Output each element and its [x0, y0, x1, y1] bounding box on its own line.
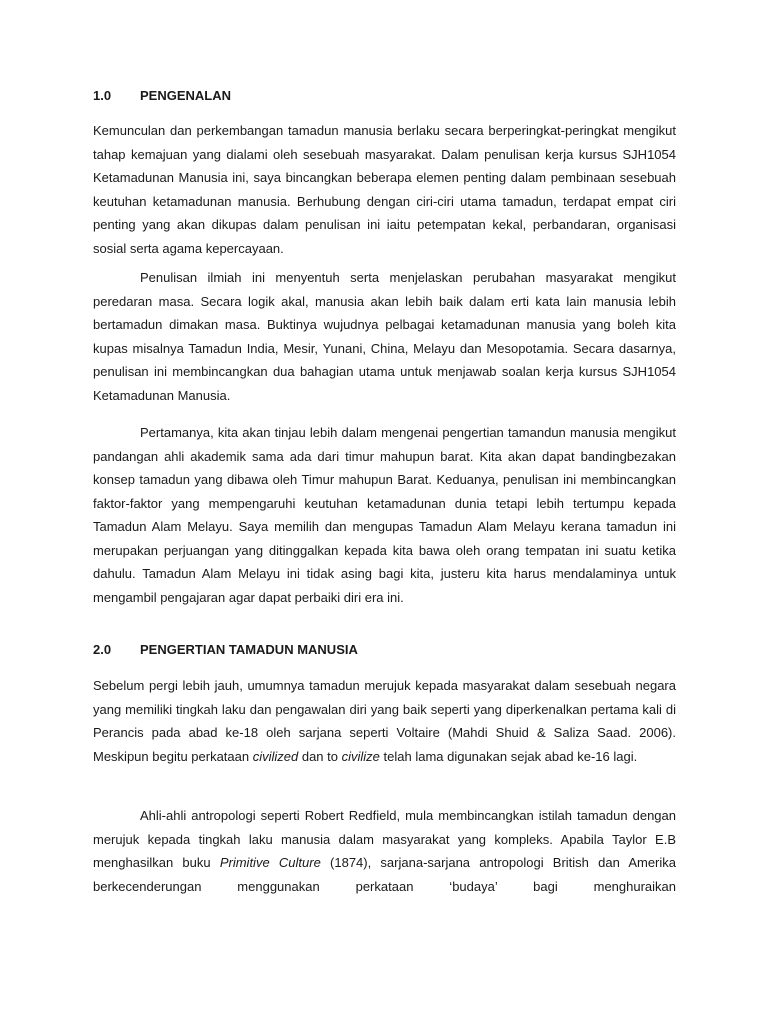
- section-2-p2-text-a: Ahli-ahli antropologi seperti Robert Redfield, mula membincangkan istilah tamadun dengan merujuk kepada tingkah laku manusia dalam masyarakat yang kompleks. Apabila Taylor E.B menghasilkan buku: [93, 808, 676, 870]
- section-1-number: 1.0: [93, 88, 112, 103]
- section-2-number: 2.0: [93, 642, 112, 657]
- section-2-paragraph-2: [93, 804, 676, 898]
- section-1-paragraph-3: Pertamanya, kita akan tinjau lebih dalam mengenai pengertian tamandun manusia mengikut pandangan ahli akademik sama ada dari timur mahupun barat. Kita akan dapat bandingbezakan konsep tamadun yang dibawa oleh Timur mahupun Barat. Keduanya, penulisan ini membincangkan faktor-faktor yang mempengaruhi keutuhan ketamadunan dunia tetapi lebih tertumpu kepada Tamadun Alam Melayu. Saya memilih dan mengupas Tamadun Alam Melayu kerana tamadun ini merupakan perjuangan yang ditinggalkan kepada kita bawa oleh orang tempatan ini suatu ketika dahulu. Tamadun Alam Melayu ini tidak asing bagi kita, justeru kita harus mendalaminya untuk mengambil pengajaran agar dapat perbaiki diri era ini.: [93, 425, 676, 605]
- section-2-p2-text-b: (1874), sarjana-sarjana antropologi British dan Amerika berkecenderungan menggunakan perkataan ‘budaya’ bagi menghuraikan: [93, 855, 676, 894]
- section-2-p1-italic-civilized: civilized: [252, 748, 299, 764]
- section-2-p1-text-c: telah lama digunakan sejak abad ke-16 lagi.: [379, 748, 638, 764]
- section-1-paragraph-2: Penulisan ilmiah ini menyentuh serta menjelaskan perubahan masyarakat mengikut peredaran masa. Secara logik akal, manusia akan lebih baik dalam erti kata lain manusia lebih bertamadun dimakan masa. Buktinya wujudnya pelbagai ketamadunan manusia yang boleh kita kupas misalnya Tamadun India, Mesir, Yunani, China, Melayu dan Mesopotamia. Secara dasarnya, penulisan ini membincangkan dua bahagian utama untuk menjawab soalan kerja kursus SJH1054 Ketamadunan Manusia.: [93, 270, 676, 403]
- section-2-heading: [93, 642, 358, 658]
- section-2-p1-text-a: Sebelum pergi lebih jauh, umumnya tamadun merujuk kepada masyarakat dalam sesebuah negara yang memiliki tingkah laku dan pengawalan diri yang baik seperti yang diperkenalkan pertama kali di Perancis pada abad ke-18 oleh sarjana seperti Voltaire (Mahdi Shuid & Saliza Saad. 2006). Meskipun begitu perkataan: [93, 678, 676, 764]
- section-2-p2-italic-book-title: Primitive Culture: [219, 855, 321, 870]
- section-1-heading: [93, 88, 231, 104]
- section-1-title: PENGENALAN: [140, 88, 232, 103]
- section-2-title: PENGERTIAN TAMADUN MANUSIA: [140, 642, 358, 657]
- section-2-paragraph-1: [93, 674, 676, 768]
- section-2-p1-italic-civilize: civilize: [341, 748, 380, 764]
- section-2-p1-text-b: dan to: [298, 748, 342, 764]
- section-1-paragraph-1: Kemunculan dan perkembangan tamadun manusia berlaku secara berperingkat-peringkat mengikut tahap kemajuan yang dialami oleh sesebuah masyarakat. Dalam penulisan kerja kursus SJH1054 Ketamadunan Manusia ini, saya bincangkan beberapa elemen penting dalam pembinaan sesebuah keutuhan ketamadunan manusia. Berhubung dengan ciri-ciri utama tamadun, terdapat empat ciri penting yang akan dikupas dalam penulisan ini iaitu petempatan kekal, perbandaran, organisasi sosial serta agama kepercayaan.: [93, 123, 676, 256]
